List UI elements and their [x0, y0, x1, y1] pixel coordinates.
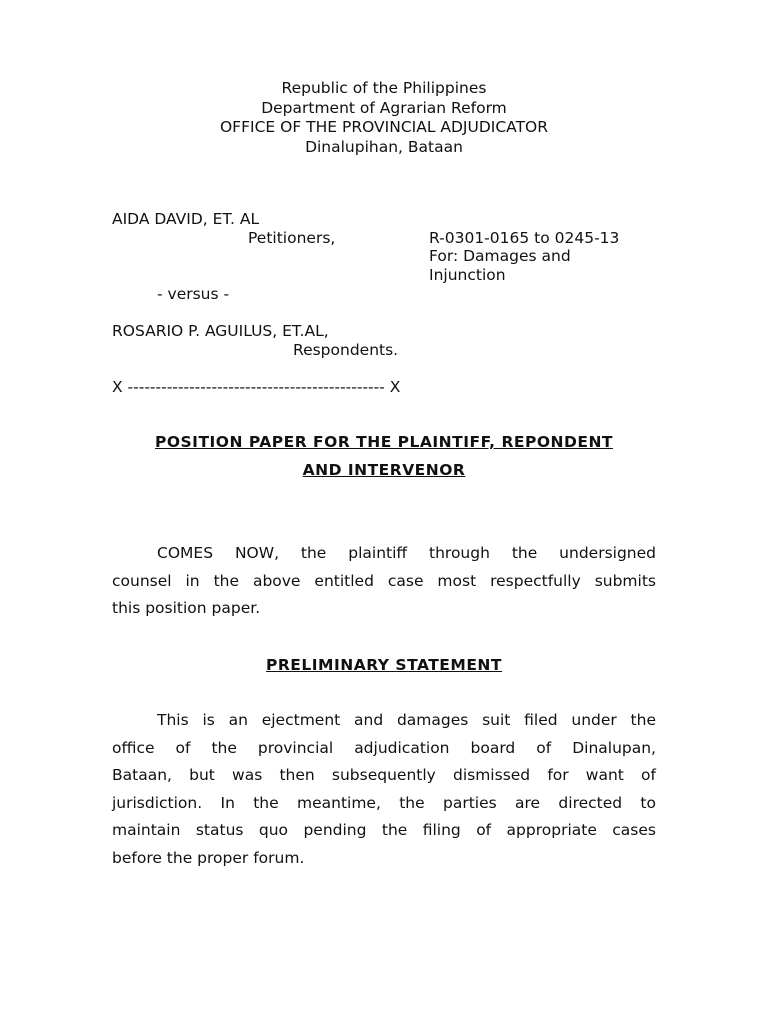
intro-paragraph	[112, 540, 656, 623]
header-republic: Republic of the Philippines	[281, 79, 487, 97]
header-department: Department of Agrarian Reform	[261, 98, 507, 117]
respondent-name: ROSARIO P. AGUILUS, ET.AL,	[112, 322, 329, 340]
case-for-line1: For: Damages and	[429, 247, 571, 265]
document-title-line2: AND INTERVENOR	[302, 461, 466, 479]
intro-line: this position paper.	[112, 599, 261, 617]
preliminary-paragraph	[112, 707, 656, 872]
versus-label: - versus -	[157, 285, 230, 303]
intro-line: COMES NOW, the plaintiff through the undersigned	[157, 544, 656, 562]
document-title-line1: POSITION PAPER FOR THE PLAINTIFF, REPONDENT	[154, 433, 613, 451]
respondent-role: Respondents.	[293, 341, 399, 359]
case-number: R-0301-0165 to 0245-13	[429, 229, 620, 247]
case-for-line2: Injunction	[429, 266, 506, 284]
preliminary-line: jurisdiction. In the meantime, the parties are directed to	[112, 793, 656, 812]
preliminary-line: This is an ejectment and damages suit filed under the	[157, 711, 656, 729]
preliminary-line: Bataan, but was then subsequently dismissed for want of	[112, 766, 656, 784]
document-header	[0, 79, 768, 157]
petitioner-name: AIDA DAVID, ET. AL	[112, 210, 260, 228]
preliminary-line: office of the provincial adjudication board of Dinalupan,	[112, 738, 656, 757]
preliminary-line: maintain status quo pending the filing of appropriate cases	[112, 821, 656, 839]
header-location: Dinalupihan, Bataan	[305, 137, 463, 156]
caption-separator: X ---------------------------------------------- X	[112, 378, 401, 396]
petitioner-role: Petitioners,	[248, 229, 336, 247]
header-office: OFFICE OF THE PROVINCIAL ADJUDICATOR	[219, 118, 549, 136]
intro-line: counsel in the above entitled case most respectfully submits	[112, 571, 656, 590]
preliminary-line: before the proper forum.	[112, 848, 305, 867]
preliminary-heading: PRELIMINARY STATEMENT	[266, 656, 502, 674]
